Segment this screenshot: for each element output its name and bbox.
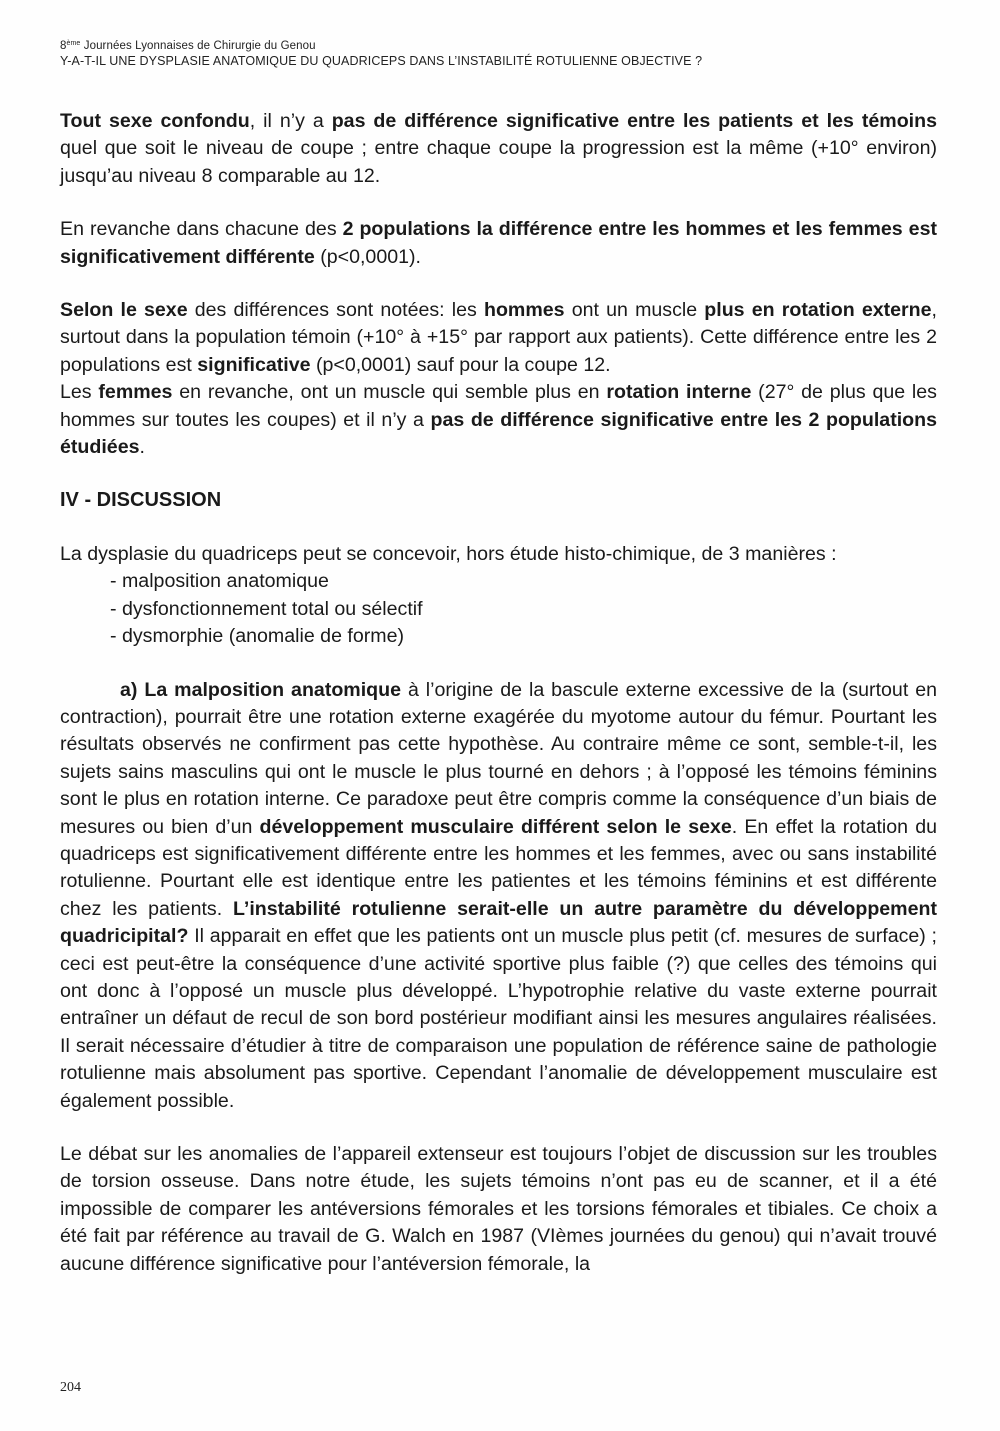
paragraph-debate: Le débat sur les anomalies de l’appareil extenseur est toujours l’objet de discussion sur les troubles de torsion osseuse. Dans notre étude, les sujets témoins n’ont pas eu de scanner, et il a été impossible de comparer les antéversions fémorales et les torsions fémorales et tibiales. Ce choix a été fait par référence au travail de G. Walch en 1987 (VIèmes journées du genou) qui n’avait trouvé aucune différence significative pour l’antéversion fémorale, la — [60, 1143, 937, 1275]
running-header-conference: 8ème Journées Lyonnaises de Chirurgie du Genou — [60, 40, 316, 52]
list-item: - dysmorphie (anomalie de forme) — [110, 625, 405, 648]
running-header-title: Y-A-T-IL UNE DYSPLASIE ANATOMIQUE DU QUADRICEPS DANS L’INSTABILITÉ ROTULIENNE OBJECTIVE ? — [60, 54, 703, 68]
list-intro: La dysplasie du quadriceps peut se concevoir, hors étude histo-chimique, de 3 manières : — [60, 542, 837, 565]
paragraph-malposition: a) La malposition anatomique à l’origine de la bascule externe excessive de la (surtout en contraction), pourrait être une rotation externe exagérée du myotome autour du fémur. Pourtant les résultats observés ne confirment pas cette hypothèse. Au contraire même ce sont, semble-t-il, les sujets sains masculins qui ont le muscle le plus tourné en dehors ; à l’opposé les témoins féminins sont le plus en rotation interne. Ce paradoxe peut être compris comme la conséquence d’un biais de mesures ou bien d’un développement musculaire différent selon le sexe. En effet la rotation du quadriceps est significativement différente entre les hommes et les femmes, avec ou sans instabilité rotulienne. Pourtant elle est identique entre les patientes et les témoins féminins et est différente chez les patients. L’instabilité rotulienne serait-elle un autre paramètre du développement quadricipital? Il apparait en effet que les patients ont un muscle plus petit (cf. mesures de surface) ; ceci est peut-être la conséquence d’une activité sportive plus faible (?) que celles des témoins qui ont donc à l’opposé un muscle plus développé. L’hypotrophie relative du vaste externe pourrait entraîner un défaut de recul de son bord postérieur modifiant ainsi les mesures angulaires réalisées. Il serait nécessaire d’étudier à titre de comparaison une population de référence saine de pathologie rotulienne mais absolument pas sportive. Cependant l’anomalie de développement musculaire est également possible. — [60, 678, 937, 1112]
section-heading-discussion: IV - DISCUSSION — [60, 489, 222, 512]
list-item: - dysfonctionnement total ou sélectif — [110, 597, 423, 620]
list-item: - malposition anatomique — [110, 570, 329, 593]
paragraph-by-sex: Selon le sexe des différences sont notées: les hommes ont un muscle plus en rotation externe, surtout dans la population témoin (+10° à +15° par rapport aux patients). Cette différence entre les 2 populations est significative (p<0,0001) sauf pour la coupe 12. — [60, 299, 937, 376]
running-header — [60, 36, 940, 69]
page-number: 204 — [60, 1380, 81, 1395]
paragraph-populations: En revanche dans chacune des 2 populations la différence entre les hommes et les femmes est significativement différente (p<0,0001). — [60, 218, 937, 268]
paragraph-all-sexes: Tout sexe confondu, il n’y a pas de différence significative entre les patients et les témoins quel que soit le niveau de coupe ; entre chaque coupe la progression est la même (+10° environ) jusqu’au niveau 8 comparable au 12. — [60, 110, 937, 187]
body-text — [60, 108, 937, 1304]
paragraph-women: Les femmes en revanche, ont un muscle qui semble plus en rotation interne (27° de plus que les hommes sur toutes les coupes) et il n’y a pas de différence significative entre les 2 populations étudiées. — [60, 381, 937, 459]
dysplasia-list — [60, 541, 937, 651]
